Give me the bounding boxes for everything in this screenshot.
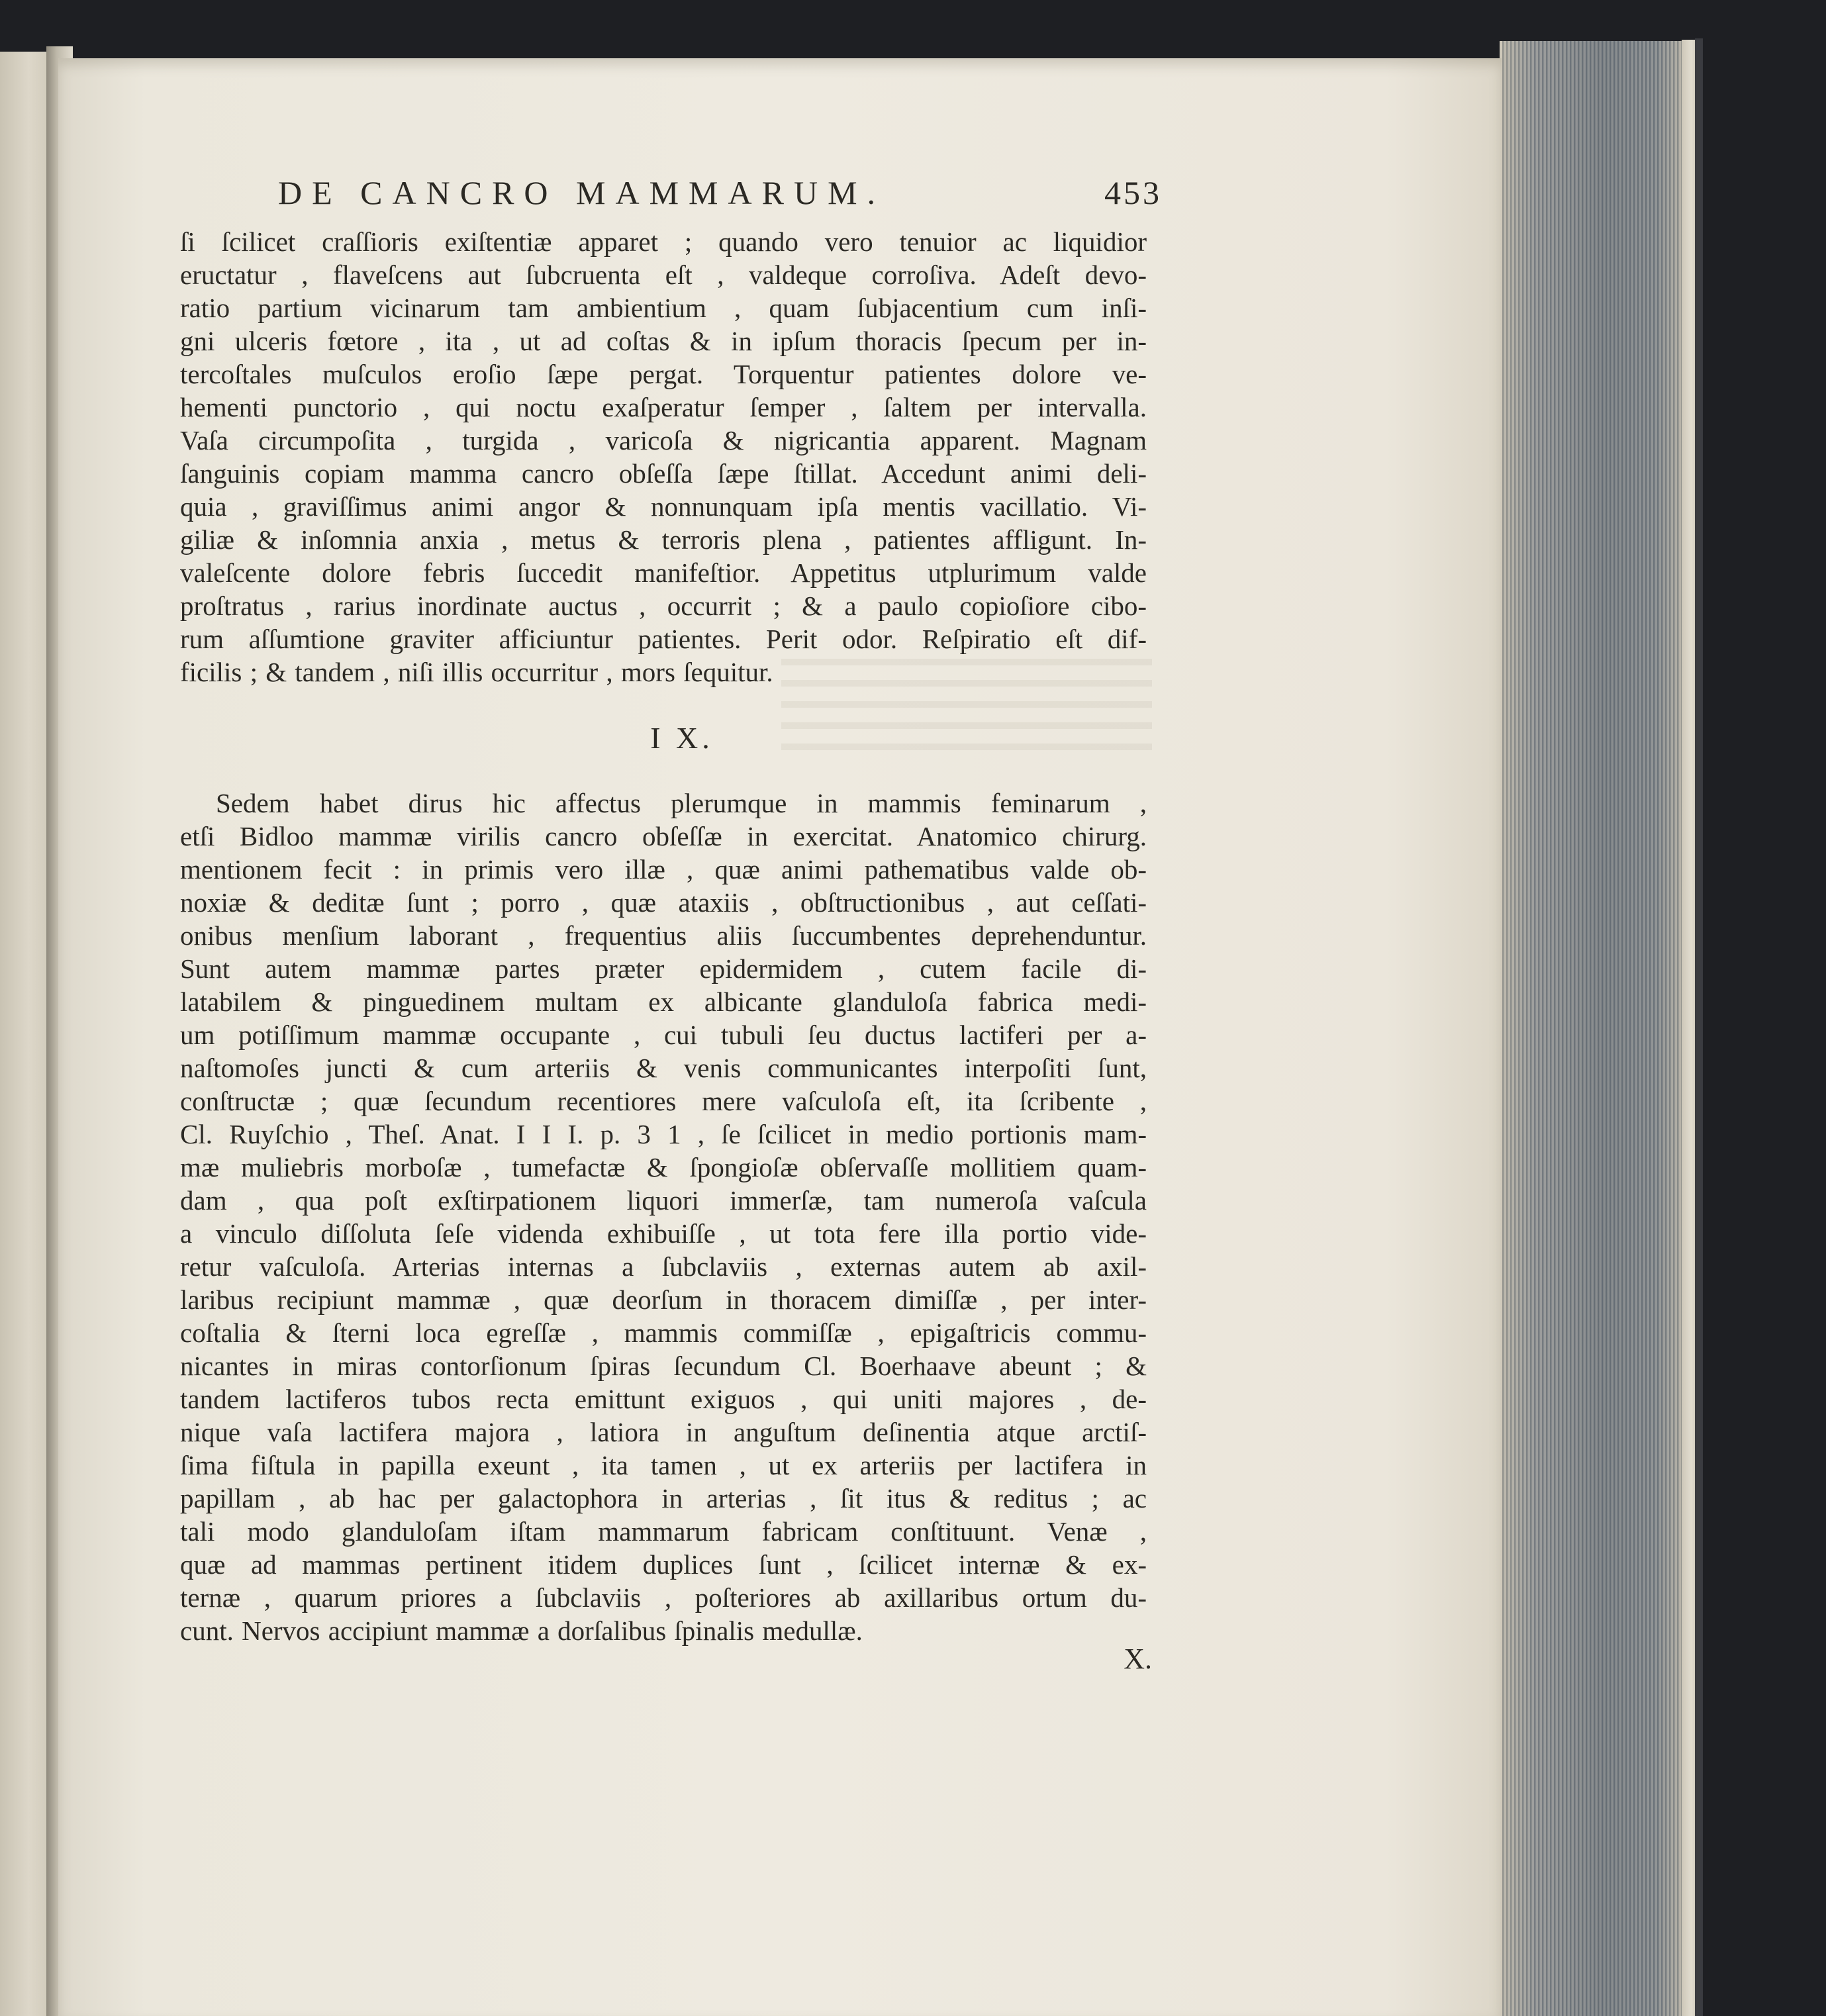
section-heading: I X. (650, 721, 714, 755)
text-line: ſanguinis copiam mamma cancro obſeſſa ſæpe ſtillat. Accedunt animi deli- (180, 458, 1147, 489)
text-line: dam , qua poſt exſtirpationem liquori immerſæ, tam numeroſa vaſcula (180, 1185, 1147, 1216)
text-line: cunt. Nervos accipiunt mammæ a dorſalibus ſpinalis medullæ. (180, 1615, 863, 1646)
text-line: gni ulceris fœtore , ita , ut ad coſtas & in ipſum thoracis ſpecum per in- (180, 326, 1147, 356)
text-line: valeſcente dolore febris ſuccedit manifeſtior. Appetitus utplurimum valde (180, 557, 1147, 588)
text-line: tali modo glanduloſam iſtam mammarum fabricam conſtituunt. Venæ , (180, 1516, 1147, 1547)
text-line: tercoſtales muſculos eroſio ſæpe pergat. Torquentur patientes dolore ve- (180, 359, 1147, 389)
text-line: noxiæ & deditæ ſunt ; porro , quæ ataxiis , obſtructionibus , aut ceſſati- (180, 887, 1147, 918)
text-line: ſima fiſtula in papilla exeunt , ita tamen , ut ex arteriis per lactifera in (180, 1450, 1147, 1480)
text-line: ternæ , quarum priores a ſubclaviis , poſteriores ab axillaribus ortum du- (180, 1582, 1147, 1613)
text-line: rum aſſumtione graviter afficiuntur patientes. Perit odor. Reſpiratio eſt dif- (180, 624, 1147, 654)
text-line: nique vaſa lactifera majora , latiora in anguſtum deſinentia atque arctiſ- (180, 1417, 1147, 1447)
page-number: 453 (1104, 174, 1162, 211)
text-line: mentionem fecit : in primis vero illæ , quæ animi pathematibus valde ob- (180, 854, 1147, 885)
text-line: papillam , ab hac per galactophora in arterias , ſit itus & reditus ; ac (180, 1483, 1147, 1513)
text-line: hementi punctorio , qui noctu exaſperatur ſemper , ſaltem per intervalla. (180, 392, 1147, 422)
text-line: Cl. Ruyſchio , Theſ. Anat. I I I. p. 3 1 , ſe ſcilicet in medio portionis mam- (180, 1119, 1147, 1149)
text-line: proſtratus , rarius inordinate auctus , occurrit ; & a paulo copioſiore cibo- (180, 591, 1147, 621)
text-line: etſi Bidloo mammæ virilis cancro obſeſſæ in exercitat. Anatomico chirurg. (180, 821, 1147, 851)
text-line: coſtalia & ſterni loca egreſſæ , mammis commiſſæ , epigaſtricis commu- (180, 1318, 1147, 1348)
text-line: giliæ & inſomnia anxia , metus & terroris plena , patientes affligunt. In- (180, 524, 1147, 555)
text-line: naſtomoſes juncti & cum arteriis & venis communicantes interpoſiti ſunt, (180, 1053, 1147, 1083)
text-line: laribus recipiunt mammæ , quæ deorſum in thoracem dimiſſæ , per inter- (180, 1284, 1147, 1315)
text-line: eructatur , flaveſcens aut ſubcruenta eſt , valdeque corroſiva. Adeſt devo- (180, 260, 1147, 290)
text-line: retur vaſculoſa. Arterias internas a ſubclaviis , externas autem ab axil- (180, 1251, 1147, 1282)
text-line: mæ muliebris morboſæ , tumefactæ & ſpongioſæ obſervaſſe mollitiem quam- (180, 1152, 1147, 1182)
text-line: quia , graviſſimus animi angor & nonnunquam ipſa mentis vacillatio. Vi- (180, 491, 1147, 522)
text-line: onibus menſium laborant , frequentius aliis ſuccumbentes deprehenduntur. (180, 920, 1147, 951)
catchword: X. (1124, 1643, 1152, 1675)
running-head: DE CANCRO MAMMARUM. (278, 174, 886, 211)
text-line: Sedem habet dirus hic affectus plerumque in mammis feminarum , (216, 788, 1147, 818)
text-line: latabilem & pinguedinem multam ex albicante glanduloſa fabrica medi- (180, 986, 1147, 1017)
text-line: Vaſa circumpoſita , turgida , varicoſa & nigricantia apparent. Magnam (180, 425, 1147, 456)
text-line: ratio partium vicinarum tam ambientium , quam ſubjacentium cum inſi- (180, 293, 1147, 323)
text-block-edges (1500, 41, 1684, 2016)
text-line: conſtructæ ; quæ ſecundum recentiores mere vaſculoſa eſt, ita ſcribente , (180, 1086, 1147, 1116)
text-line: quæ ad mammas pertinent itidem duplices ſunt , ſcilicet internæ & ex- (180, 1549, 1147, 1580)
text-line: nicantes in miras contorſionum ſpiras ſecundum Cl. Boerhaave abeunt ; & (180, 1351, 1147, 1381)
cover-edge (1695, 38, 1703, 2016)
text-line: um potiſſimum mammæ occupante , cui tubuli ſeu ductus lactiferi per a- (180, 1020, 1147, 1050)
text-line: tandem lactiferos tubos recta emittunt exiguos , qui uniti majores , de- (180, 1384, 1147, 1414)
text-line: Sunt autem mammæ partes præter epidermidem , cutem facile di- (180, 953, 1147, 984)
text-line: ficilis ; & tandem , niſi illis occurritur , mors ſequitur. (180, 657, 773, 687)
text-line: ſi ſcilicet craſſioris exiſtentiæ apparet ; quando vero tenuior ac liquidior (180, 226, 1147, 257)
text-line: a vinculo diſſoluta ſeſe videnda exhibuiſſe , ut tota fere illa portio vide- (180, 1218, 1147, 1249)
facing-page-edge (0, 52, 53, 2016)
